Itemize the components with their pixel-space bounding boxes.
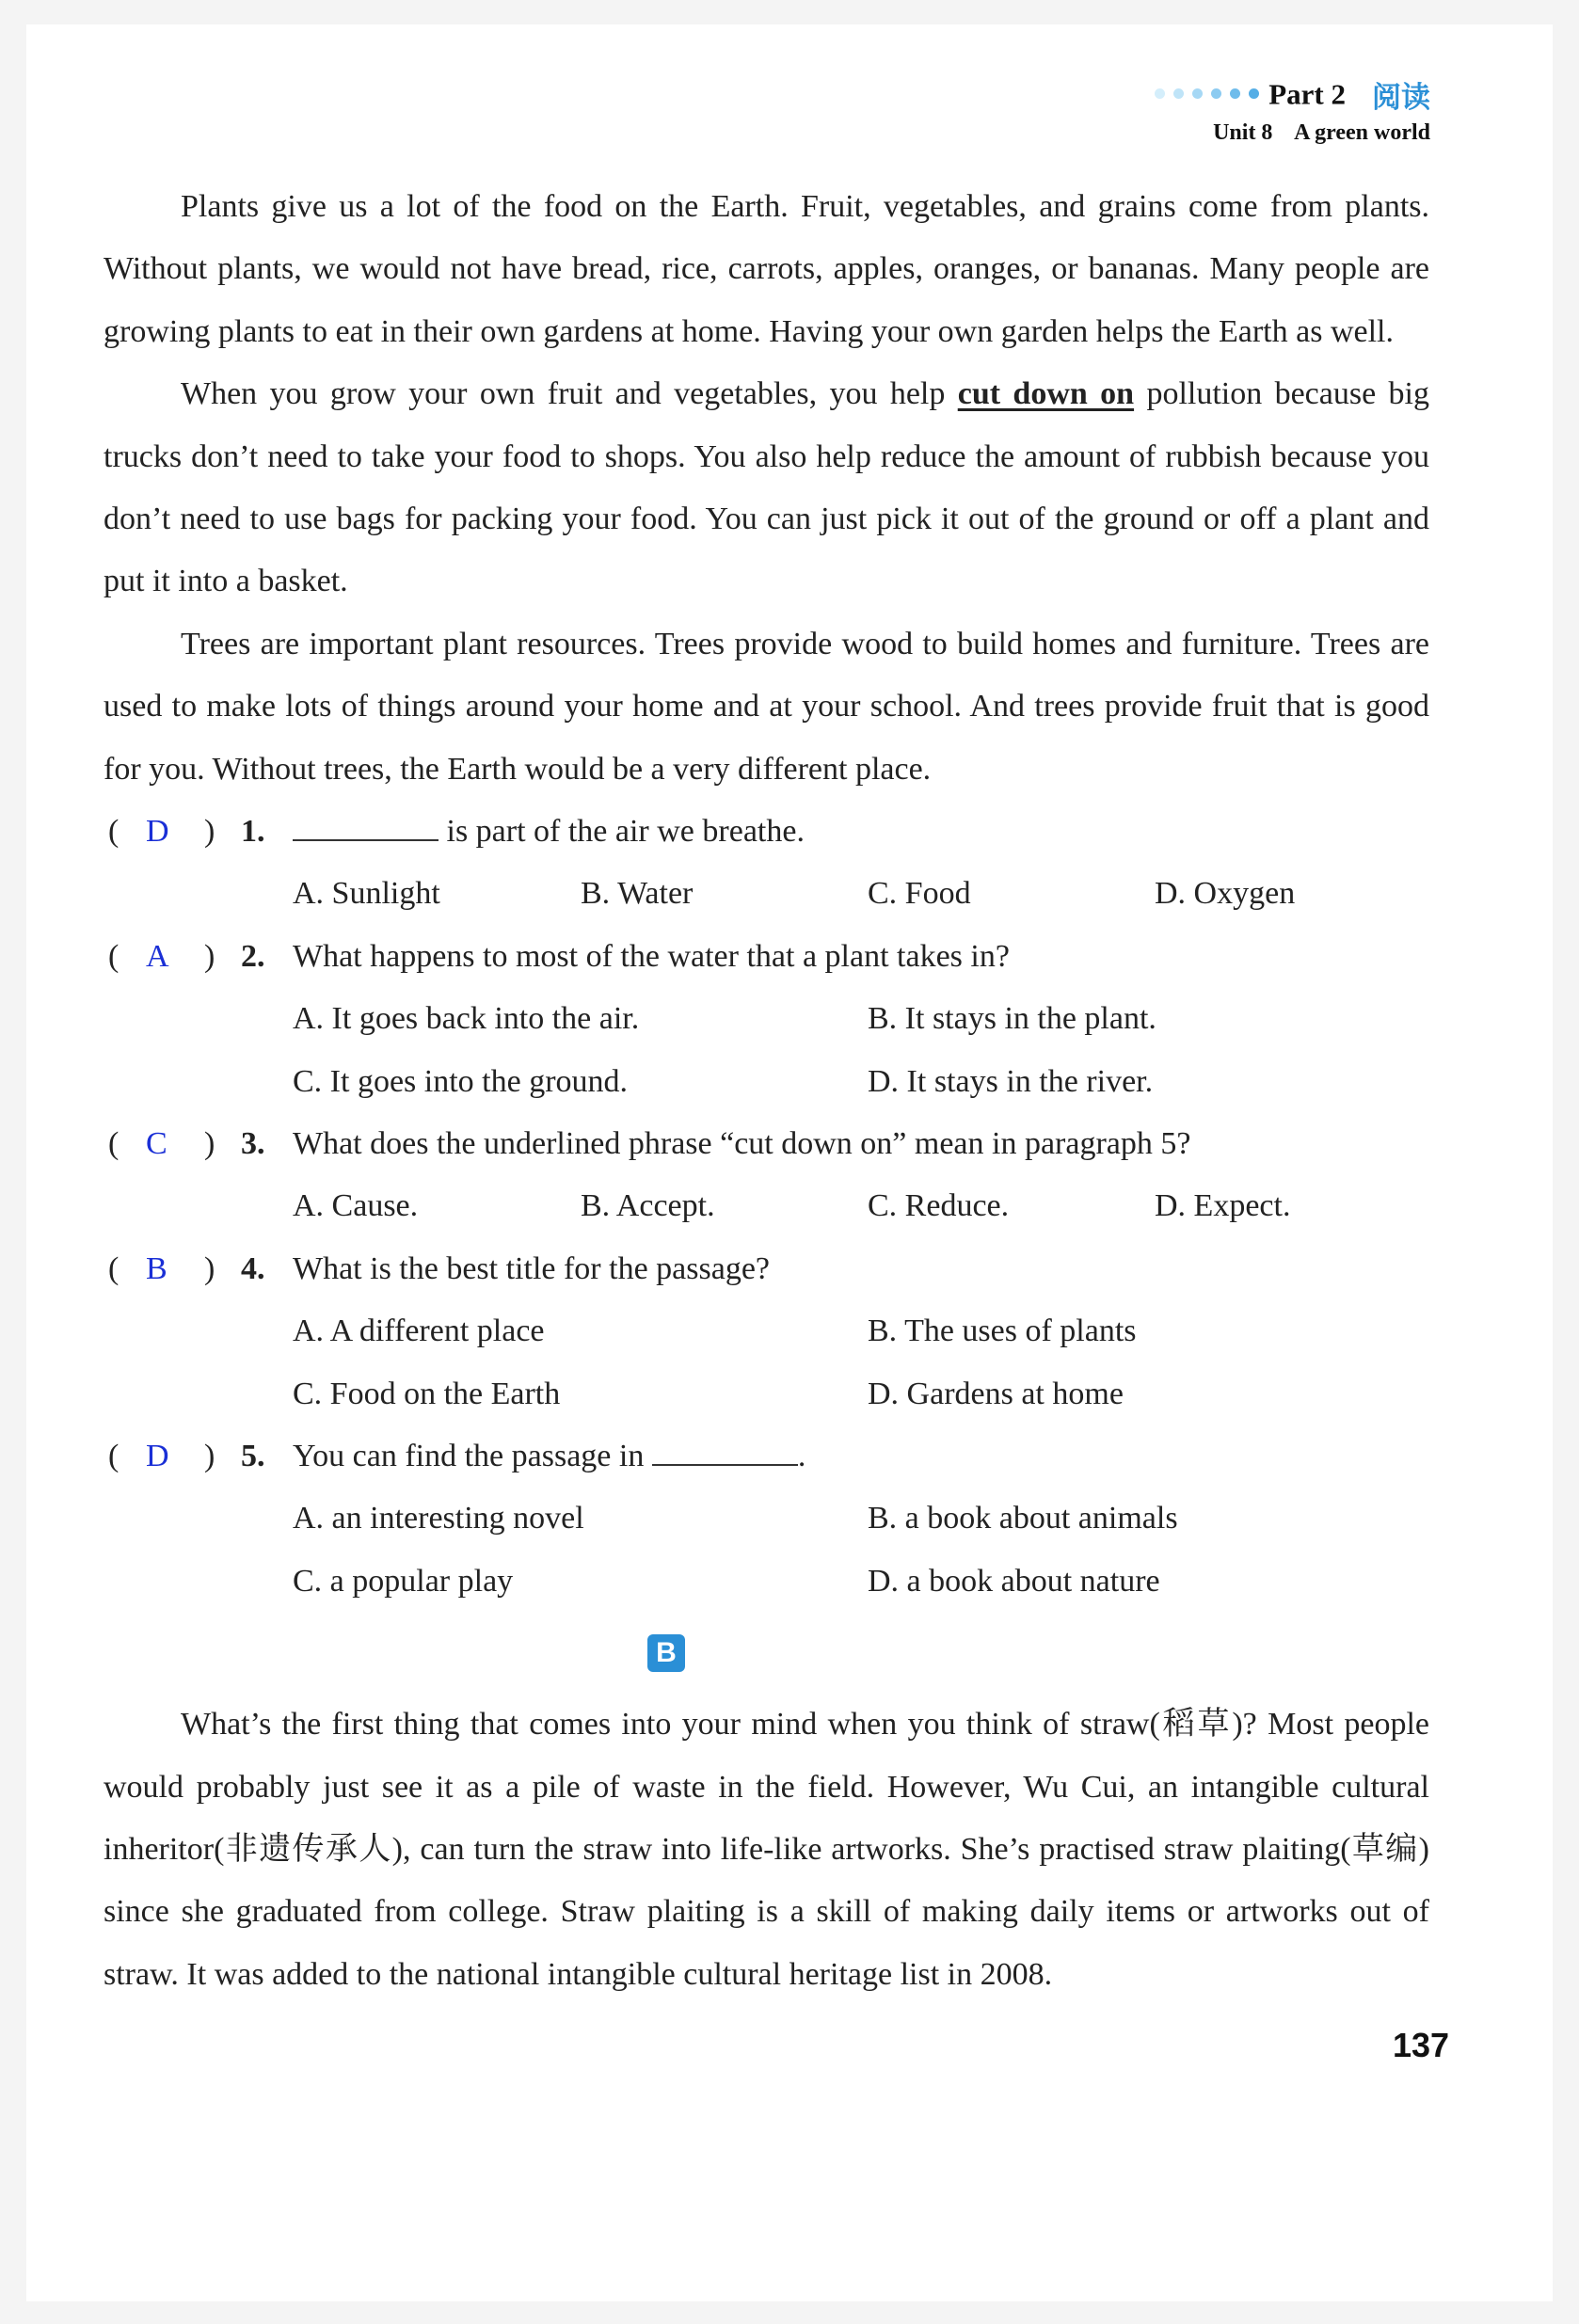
options-row	[104, 1300, 1429, 1362]
text: is part of the air we breathe.	[439, 814, 805, 850]
options-row	[104, 1488, 1429, 1550]
part-label: Part 2	[1268, 77, 1346, 111]
paren-close: )	[204, 1438, 215, 1473]
question-number: 1.	[241, 814, 265, 850]
paren-open: (	[108, 938, 120, 974]
question-text: What is the best title for the passage?	[293, 1250, 770, 1286]
question-number: 3.	[241, 1126, 265, 1162]
option: A. Sunlight	[293, 876, 440, 912]
options-row	[104, 988, 1429, 1050]
section-label: 阅读	[1372, 81, 1430, 115]
answer-letter: D	[146, 814, 169, 850]
question-number: 2.	[241, 938, 265, 974]
option: A. Cause.	[293, 1188, 419, 1224]
question-row	[104, 1113, 1429, 1175]
section-b-badge: B	[647, 1634, 685, 1672]
underlined-phrase: cut down on	[957, 376, 1135, 412]
question-row	[104, 801, 1429, 863]
options-row	[104, 1051, 1429, 1113]
option: D. Gardens at home	[868, 1376, 1124, 1411]
option: B. Accept.	[581, 1188, 715, 1224]
paren-close: )	[204, 938, 215, 974]
answer-letter: C	[146, 1126, 167, 1162]
option: B. Water	[581, 876, 694, 912]
option: D. a book about nature	[868, 1563, 1160, 1599]
option: A. an interesting novel	[293, 1501, 584, 1536]
answer-blank	[652, 1463, 798, 1466]
paren-open: (	[108, 1438, 120, 1473]
option: D. Expect.	[1155, 1188, 1291, 1224]
option: A. It goes back into the air.	[293, 1001, 640, 1037]
paragraph: Plants give us a lot of the food on the Earth. Fruit, vegetables, and grains come from plants. Without plants, we would not have bread, rice, carrots, apples, oranges, or bananas. Many people are growing plants to eat in their own gardens at home. Having your own garden helps the Earth as well.	[104, 189, 1429, 349]
page-number: 137	[1393, 2026, 1450, 2065]
option: C. a popular play	[293, 1563, 514, 1599]
passage-a	[104, 176, 1429, 1613]
question-row	[104, 1238, 1429, 1300]
paren-close: )	[204, 814, 215, 850]
text: When you grow your own fruit and vegetables, you help	[181, 376, 958, 412]
paragraph	[104, 363, 1429, 613]
options-row	[104, 1175, 1429, 1237]
question-text: What happens to most of the water that a plant takes in?	[293, 938, 1010, 974]
option: C. Food	[868, 876, 971, 912]
answer-letter: A	[146, 938, 169, 974]
option: B. The uses of plants	[868, 1313, 1137, 1349]
paren-open: (	[108, 1250, 120, 1286]
section-b-header	[0, 1613, 1579, 1694]
question-row	[104, 1425, 1429, 1488]
option: C. Food on the Earth	[293, 1376, 561, 1411]
answer-letter: B	[146, 1250, 167, 1286]
options-row	[104, 1551, 1429, 1613]
answer-blank	[293, 838, 439, 841]
option: A. A different place	[293, 1313, 545, 1349]
option: C. Reduce.	[868, 1188, 1010, 1224]
option: C. It goes into the ground.	[293, 1063, 629, 1099]
text: pollution because big trucks don’t need to take your food to shops. You also help reduce the amount of rubbish because you don’t need to use bags for packing your food. You can just pick it out of the ground or off a plant and put it into a basket.	[104, 376, 1429, 599]
text: .	[797, 1438, 806, 1473]
question-row	[104, 926, 1429, 988]
options-row	[104, 863, 1429, 925]
questions	[104, 801, 1429, 1613]
text: You can find the passage in	[293, 1438, 652, 1473]
paren-open: (	[108, 814, 120, 850]
question-text: What does the underlined phrase “cut down on” mean in paragraph 5?	[293, 1126, 1191, 1162]
paragraph: Trees are important plant resources. Trees provide wood to build homes and furniture. Trees are used to make lots of things around your home and at your school. And trees provide fruit that is good for you. Without trees, the Earth would be a very different place.	[104, 626, 1429, 787]
option: B. It stays in the plant.	[868, 1001, 1156, 1037]
option: D. It stays in the river.	[868, 1063, 1154, 1099]
answer-letter: D	[146, 1438, 169, 1473]
question-number: 4.	[241, 1250, 265, 1286]
option: B. a book about animals	[868, 1501, 1178, 1536]
paren-open: (	[108, 1126, 120, 1162]
passage-b	[104, 1694, 1429, 2006]
options-row	[104, 1363, 1429, 1425]
option: D. Oxygen	[1155, 876, 1296, 912]
question-number: 5.	[241, 1438, 265, 1473]
paren-close: )	[204, 1250, 215, 1286]
unit-title: Unit 8 A green world	[1213, 120, 1430, 145]
question-text	[293, 801, 805, 863]
question-text	[293, 1425, 805, 1488]
paragraph: What’s the first thing that comes into your mind when you think of straw(稻草)? Most people would probably just see it as a pile of waste in the field. However, Wu Cui, an intangible cultural inheritor(非遗传承人), can turn the straw into life-like artworks. She’s practised straw plaiting(草编) since she graduated from college. Straw plaiting is a skill of making daily items or artworks out of straw. It was added to the national intangible cultural heritage list in 2008.	[104, 1707, 1429, 1992]
paren-close: )	[204, 1126, 215, 1162]
